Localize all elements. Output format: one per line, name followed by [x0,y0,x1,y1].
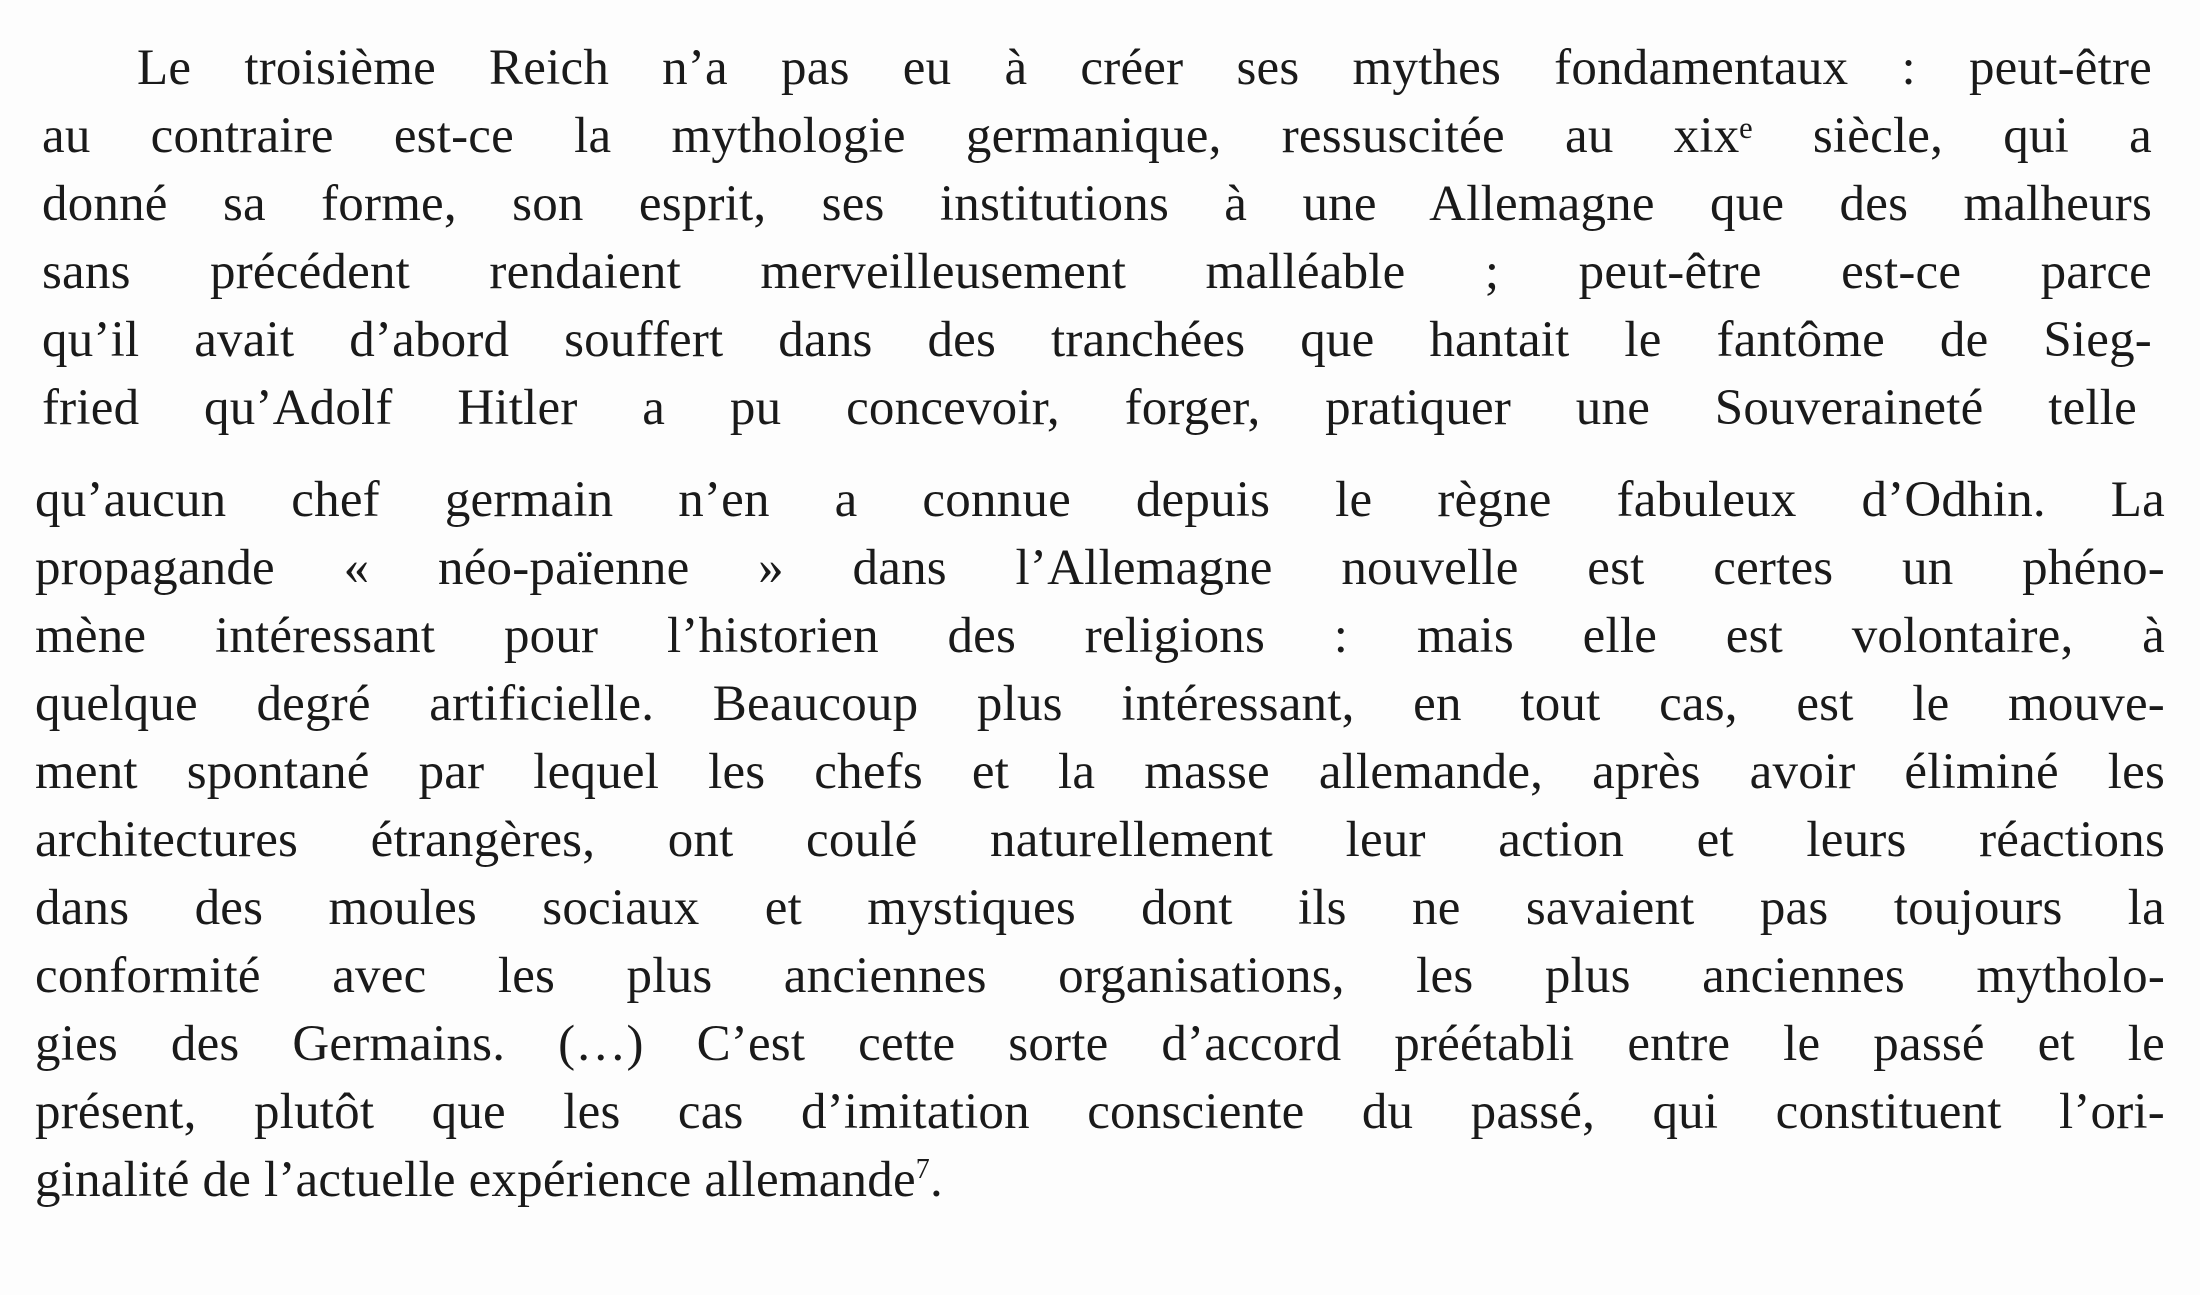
text-line: quelque degré artificielle. Beaucoup plus intéressant, en tout cas, est le mouve- [35,676,2165,732]
text-line: ment spontané par lequel les chefs et la masse allemande, après avoir éliminé les [35,744,2165,800]
text-line: architectures étrangères, ont coulé naturellement leur action et leurs réactions [35,812,2165,868]
text-line: sans précédent rendaient merveilleusement malléable ; peut-être est-ce parce [42,244,2152,300]
text-line: qu’il avait d’abord souffert dans des tranchées que hantait le fantôme de Sieg- [42,312,2152,368]
text-line: dans des moules sociaux et mystiques dont ils ne savaient pas toujours la [35,880,2165,936]
last-line-text: ginalité de l’actuelle expérience allemande [35,1152,916,1208]
text-line: conformité avec les plus anciennes organisations, les plus anciennes mytholo- [35,948,2165,1004]
footnote-marker[interactable]: 7 [915,1154,930,1185]
text-line-last [35,1150,943,1210]
text-line: propagande « néo-païenne » dans l’Allemagne nouvelle est certes un phéno- [35,540,2165,596]
last-line-end: . [929,1152,943,1208]
text-line: donné sa forme, son esprit, ses institutions à une Allemagne que des malheurs [42,176,2152,232]
text-line: au contraire est-ce la mythologie germanique, ressuscitée au xixᵉ siècle, qui a [42,108,2152,164]
text-line: qu’aucun chef germain n’en a connue depuis le règne fabuleux d’Odhin. La [35,472,2165,528]
text-line: gies des Germains. (…) C’est cette sorte d’accord préétabli entre le passé et le [35,1016,2165,1072]
text-line: présent, plutôt que les cas d’imitation consciente du passé, qui constituent l’ori- [35,1084,2165,1140]
text-line: Le troisième Reich n’a pas eu à créer ses mythes fondamentaux : peut-être [137,40,2152,96]
text-line: fried qu’Adolf Hitler a pu concevoir, forger, pratiquer une Souveraineté telle [42,380,2137,436]
text-line: mène intéressant pour l’historien des religions : mais elle est volontaire, à [35,608,2165,664]
